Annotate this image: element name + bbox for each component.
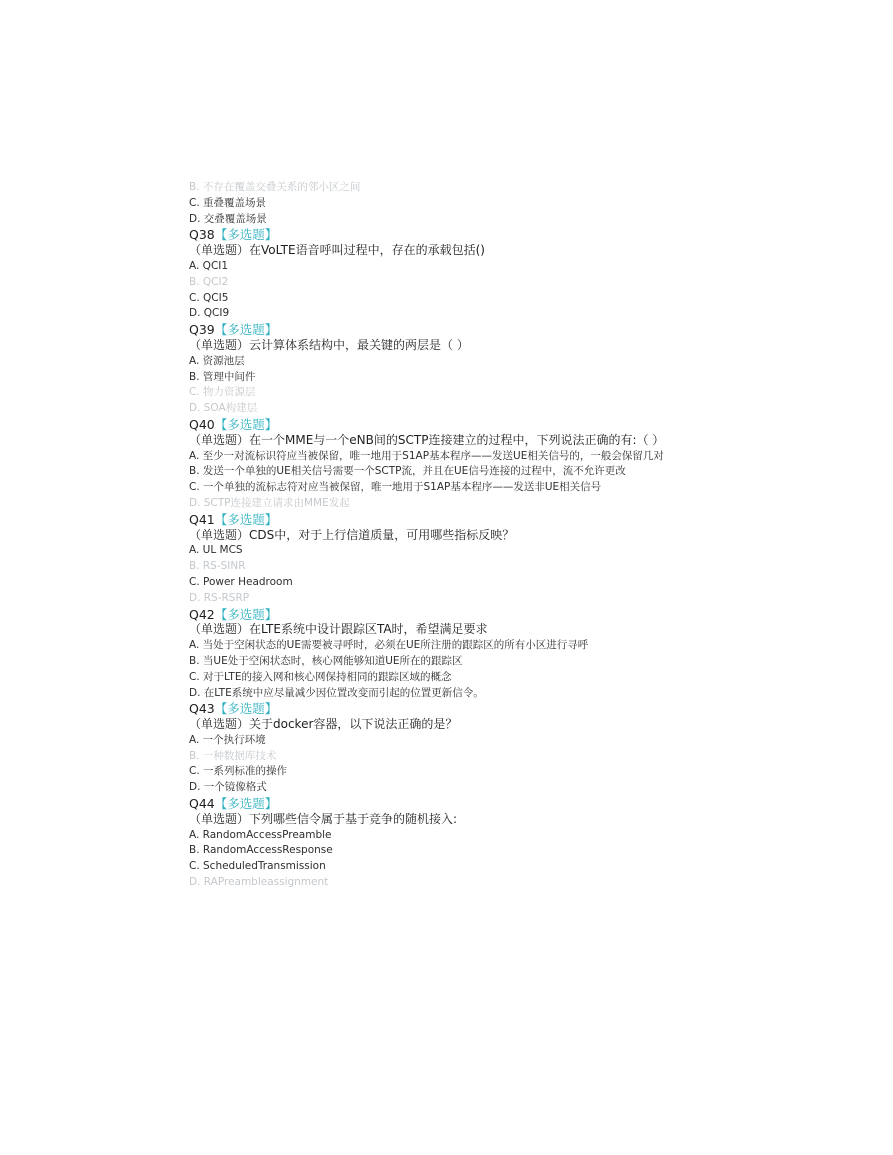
option-b: B. 一种数据库技术: [189, 749, 277, 762]
option-d: D. 在LTE系统中应尽量减少因位置改变而引起的位置更新信令。: [189, 686, 484, 699]
question-stem: （单选题）在VoLTE语音呼叫过程中，存在的承载包括(): [189, 243, 485, 258]
question-stem: （单选题）在一个MME与一个eNB间的SCTP连接建立的过程中，下列说法正确的有:（ ）: [189, 432, 665, 447]
question-number: Q39: [189, 322, 215, 338]
option-b: B. RS-SINR: [189, 560, 246, 573]
question-stem: （单选题）下列哪些信令属于基于竞争的随机接入:: [189, 811, 458, 826]
question-block: [189, 512, 829, 607]
option-a: A. QCI1: [189, 259, 229, 272]
option-a: A. RandomAccessPreamble: [189, 828, 332, 841]
question-number: Q44: [189, 796, 215, 812]
option-d: D. 一个镜像格式: [189, 781, 267, 794]
question-header: [189, 796, 829, 812]
option-b: B. 发送一个单独的UE相关信号需要一个SCTP流，并且在UE信号连接的过程中，流不允许更改: [189, 465, 626, 478]
option-d: D. RAPreambleassignment: [189, 876, 329, 889]
question-document: [189, 180, 829, 891]
option-c: C. 对于LTE的接入网和核心网保持相同的跟踪区域的概念: [189, 670, 452, 683]
option-b: B. 当UE处于空闲状态时，核心网能够知道UE所在的跟踪区: [189, 654, 463, 667]
option-c: C. ScheduledTransmission: [189, 860, 326, 873]
option-b: B. 不存在覆盖交叠关系的邻小区之间: [189, 181, 361, 193]
question-type-tag: 【多选题】: [214, 227, 278, 243]
option-d: D. 交叠覆盖场景: [189, 212, 267, 225]
question-list: [189, 227, 829, 890]
option-c: C. 一个单独的流标志符对应当被保留，唯一地用于S1AP基本程序——发送非UE相关信号: [189, 481, 602, 494]
option-c: C. QCI5: [189, 291, 229, 304]
option-c: C. 一系列标准的操作: [189, 765, 288, 778]
question-block: [189, 322, 829, 417]
question-type-tag: 【多选题】: [214, 511, 278, 527]
question-block: [189, 227, 829, 322]
question-stem: （单选题）关于docker容器，以下说法正确的是？: [189, 717, 458, 732]
question-number: Q43: [189, 701, 215, 717]
option-a: A. 资源池层: [189, 354, 245, 367]
question-stem: （单选题）CDS中，对于上行信道质量，可用哪些指标反映？: [189, 527, 515, 542]
question-stem: （单选题）在LTE系统中设计跟踪区TA时，希望满足要求: [189, 622, 488, 637]
question-header: [189, 701, 829, 717]
option-a: A. 至少一对流标识符应当被保留，唯一地用于S1AP基本程序——发送UE相关信号的，一般会保留几对: [189, 449, 664, 462]
intro-options: [189, 180, 829, 227]
option-d: D. QCI9: [189, 307, 230, 320]
question-header: [189, 417, 829, 433]
question-type-tag: 【多选题】: [214, 606, 278, 622]
question-type-tag: 【多选题】: [214, 701, 278, 717]
question-type-tag: 【多选题】: [214, 796, 278, 812]
question-stem: （单选题）云计算体系结构中，最关键的两层是（ ）: [189, 337, 469, 352]
option-b: B. QCI2: [189, 275, 229, 288]
option-d: D. RS-RSRP: [189, 591, 250, 604]
option-a: A. UL MCS: [189, 544, 243, 557]
question-header: [189, 227, 829, 243]
question-block: [189, 701, 829, 796]
option-c: C. 物力资源层: [189, 386, 256, 399]
question-block: [189, 796, 829, 891]
question-number: Q38: [189, 227, 215, 243]
question-number: Q42: [189, 606, 215, 622]
question-type-tag: 【多选题】: [214, 416, 278, 432]
question-number: Q40: [189, 416, 215, 432]
question-header: [189, 322, 829, 338]
question-header: [189, 607, 829, 623]
option-c: C. 重叠覆盖场景: [189, 196, 267, 209]
question-block: [189, 607, 829, 702]
option-d: D. SCTP连接建立请求由MME发起: [189, 496, 350, 509]
question-block: [189, 417, 829, 512]
option-a: A. 当处于空闲状态的UE需要被寻呼时，必须在UE所注册的跟踪区的所有小区进行寻呼: [189, 639, 589, 652]
option-b: B. RandomAccessResponse: [189, 844, 333, 857]
question-type-tag: 【多选题】: [214, 322, 278, 338]
option-d: D. SOA构建层: [189, 402, 258, 415]
question-number: Q41: [189, 511, 215, 527]
option-b: B. 管理中间件: [189, 370, 256, 383]
option-c: C. Power Headroom: [189, 575, 293, 588]
option-a: A. 一个执行环境: [189, 733, 266, 746]
question-header: [189, 512, 829, 528]
